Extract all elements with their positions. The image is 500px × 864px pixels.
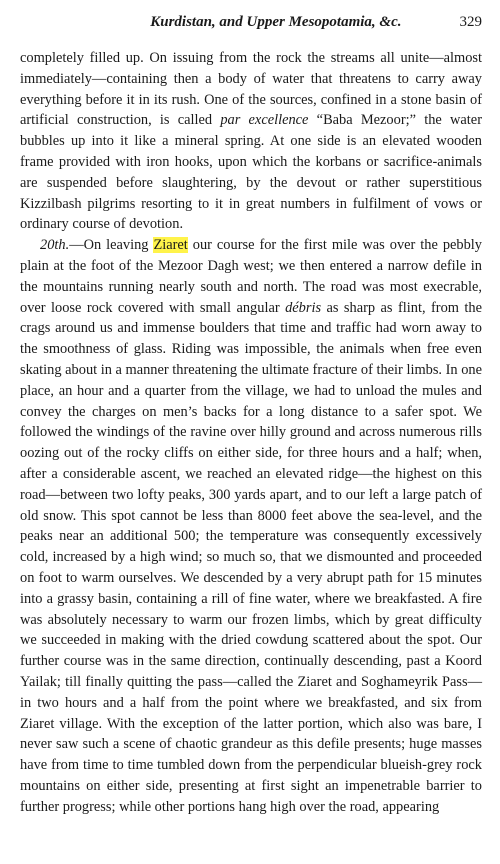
running-title: Kurdistan, and Upper Mesopotamia, &c. — [150, 14, 402, 30]
page-number: 329 — [459, 14, 482, 30]
paragraph-text: —On leaving — [69, 237, 154, 254]
body-text — [20, 48, 482, 817]
paragraph-20th — [20, 235, 482, 817]
italic-word: débris — [285, 299, 322, 316]
paragraph-text: completely filled up. On issuing from the rock the streams all unite—almost immediately—containing then a body of water that threatens to carry away everything before it in its rush. One of the sources, confined in a stone basin of artificial construction, is called — [20, 50, 482, 129]
paragraph-text: our course for the first mile was over the pebbly plain at the foot of the Mezoor Dagh west; we then entered a narrow defile in the mountains running nearly south and north. The road was most execrable, over loose rock covered with small angular — [20, 237, 482, 316]
paragraph-continued — [20, 48, 482, 235]
book-page — [20, 14, 482, 817]
date-label: 20th. — [40, 237, 70, 254]
paragraph-text: as sharp as flint, from the crags around us and immense boulders that time and traffic had worn away to the smoothness of glass. Riding was impossible, the animals when free even skating about in a manner threatening the ultimate fracture of their limbs. In one place, an hour and a quarter from the village, we had to unload the mules and convey the charges on men’s backs for a long distance to a safer spot. We followed the windings of the ravine over hilly ground and across numerous rills oozing out of the rocky cliffs on either side, for three hours and a half; when, after a considerable ascent, we reached an elevated ridge—the highest on this road—between two lofty peaks, 300 yards apart, and to our left a large patch of old snow. This spot cannot be less than 8000 feet above the sea-level, and the peaks near an additional 500; the temperature was consequently excessively cold, increased by a high wind; so much so, that we dismounted and proceeded on foot to warm ourselves. We descended by a very abrupt path for 15 minutes into a grassy basin, containing a rill of fine water, where we breakfasted. A fire was absolutely necessary to warm our frozen limbs, which by great difficulty we succeeded in making with the dried cowdung scattered about the spot. Our further course was in the same direction, continually descending, past a Koord Yailak; till finally quitting the pass—called the Ziaret and Soghameyrik Pass—in two hours and a half from the point where we breakfasted, and six from Ziaret village. With the exception of the latter portion, which also was bare, I never saw such a scene of chaotic grandeur as this defile presents; huge masses have from time to time tumbled down from the perpendicular blueish-grey rock mountains on either side, presenting at first sight an impenetrable barrier to further progress; while other portions hang high over the road, appearing — [20, 299, 482, 815]
paragraph-text: “Baba Mezoor;” the water bubbles up into it like a mineral spring. At one side is an elevated wooden frame provided with iron hooks, upon which the korbans or sacrifice-animals are suspended before slaughtering, by the devout or rather superstitious Kizzilbash pilgrims resorting to it in great numbers in fulfilment of vows or ordinary course of devotion. — [20, 112, 482, 233]
italic-phrase: par excellence — [220, 112, 309, 129]
highlighted-word: Ziaret — [153, 237, 188, 254]
running-head — [20, 14, 482, 40]
